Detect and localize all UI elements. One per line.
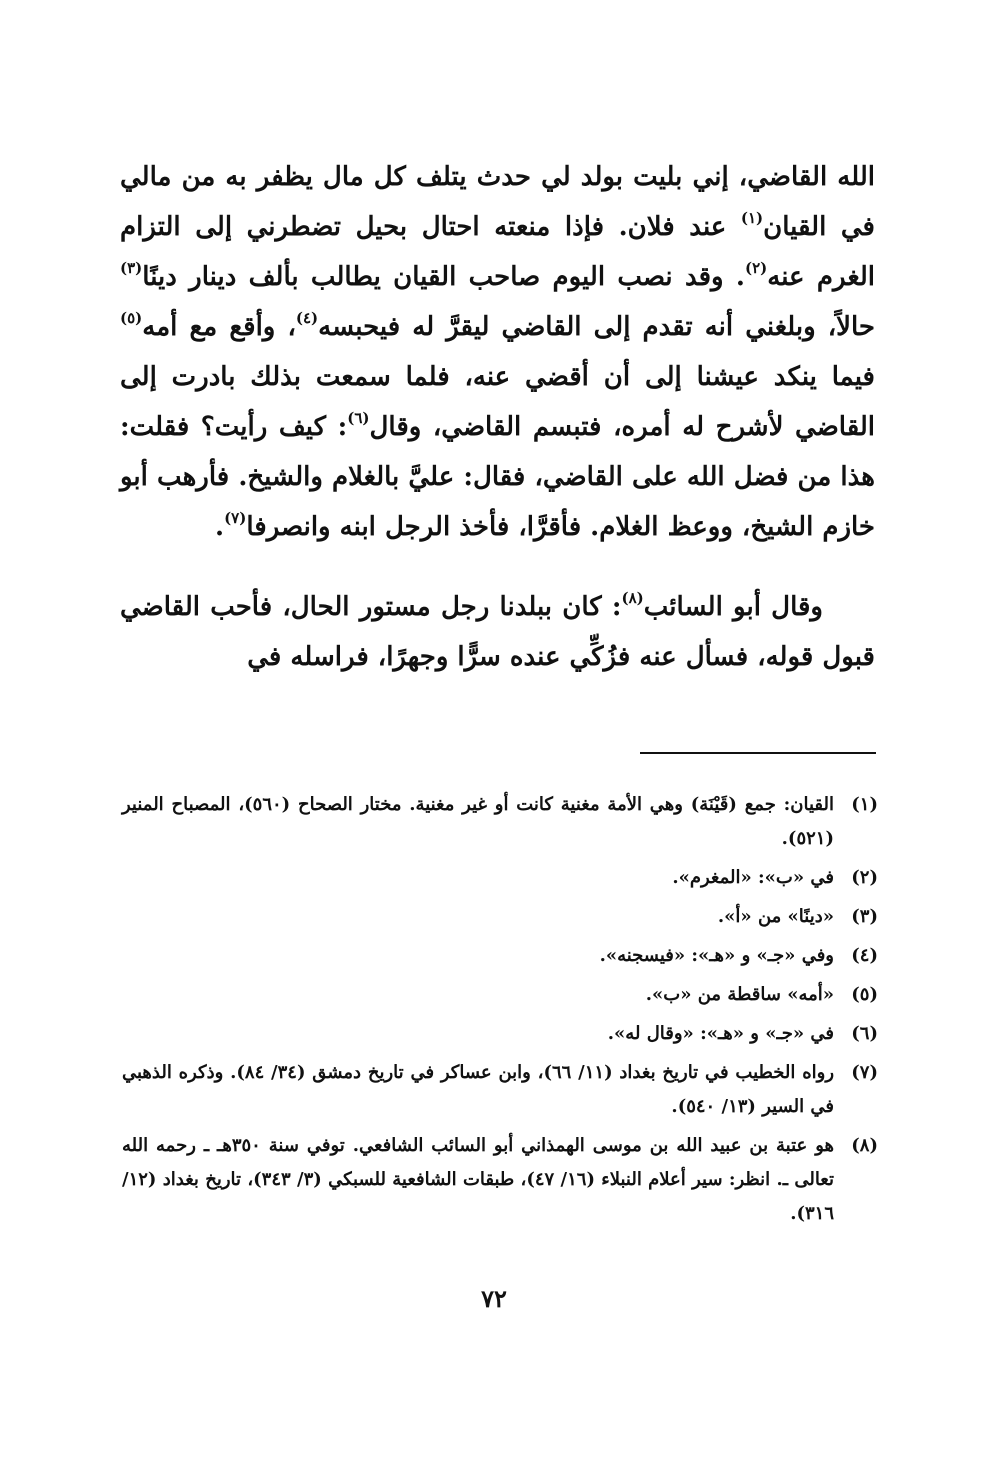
footnote-number: (٥) bbox=[851, 984, 878, 1005]
footnote-item bbox=[122, 939, 878, 973]
paragraph-2 bbox=[120, 582, 875, 682]
footnote-text: القيان: جمع (قَيْنَة) وهي الأمة مغنية كانت أو غير مغنية. مختار الصحاح (٥٦٠)، المصباح المنير (٥٢١). bbox=[122, 794, 834, 849]
footnote-item bbox=[122, 788, 878, 856]
footnote-divider bbox=[640, 752, 876, 754]
footnote-ref-4: (٤) bbox=[295, 309, 319, 327]
footnote-ref-6: (٦) bbox=[347, 409, 370, 427]
footnote-number: (٢) bbox=[851, 867, 878, 888]
text-segment: عند فلان. فإذا منعته احتال بحيل تضطرني إلى التزام الغرم عنه bbox=[120, 212, 876, 292]
footnote-ref-1: (١) bbox=[740, 209, 764, 227]
text-segment: . bbox=[215, 512, 225, 542]
footnote-item bbox=[122, 861, 878, 895]
footnote-ref-2: (٢) bbox=[744, 259, 768, 277]
footnote-ref-8: (٨) bbox=[621, 589, 644, 607]
footnote-ref-7: (٧) bbox=[224, 509, 247, 527]
footnote-number: (٣) bbox=[851, 906, 878, 927]
footnote-item bbox=[122, 1129, 878, 1231]
footnote-number: (٨) bbox=[851, 1135, 878, 1156]
footnote-text: في «جـ» و «هـ»: «وقال له». bbox=[607, 1023, 834, 1044]
footnote-item bbox=[122, 900, 878, 934]
text-segment: الله القاضي، إني بليت بولد لي حدث يتلف كل مال يظفر به من مالي في القيان bbox=[120, 162, 875, 242]
footnote-text: في «ب»: «المغرم». bbox=[672, 867, 834, 888]
footnote-item bbox=[122, 1017, 878, 1051]
footnote-text: وفي «جـ» و «هـ»: «فيسجنه». bbox=[599, 945, 834, 966]
text-segment: وقال أبو السائب bbox=[643, 592, 823, 622]
text-segment: : كيف رأيت؟ فقلت: هذا من فضل الله على القاضي، فقال: عليَّ بالغلام والشيخ. فأرهب أبو خازم الشيخ، ووعظ الغلام. فأقرَّا، فأخذ الرجل ابنه وانصرفا bbox=[120, 412, 875, 542]
footnote-text: رواه الخطيب في تاريخ بغداد (١١/ ٦٦)، وابن عساكر في تاريخ دمشق (٣٤/ ٨٤). وذكره الذهبي في السير (١٣/ ٥٤٠). bbox=[122, 1062, 835, 1117]
footnote-number: (٧) bbox=[851, 1062, 878, 1083]
main-text bbox=[120, 152, 875, 682]
paragraph-1 bbox=[120, 152, 875, 552]
footnote-ref-5: (٥) bbox=[120, 309, 143, 327]
footnote-item bbox=[122, 1056, 878, 1124]
footnote-number: (٤) bbox=[851, 945, 878, 966]
footnote-ref-3: (٣) bbox=[120, 259, 143, 277]
text-segment: : كان ببلدنا رجل مستور الحال، فأحب القاضي قبول قوله، فسأل عنه فزُكِّي عنده سرًّا وجهرًا، فراسله في bbox=[120, 592, 875, 672]
footnote-number: (٦) bbox=[851, 1023, 878, 1044]
footnote-item bbox=[122, 978, 878, 1012]
text-segment: ، وأقع مع أمه bbox=[142, 312, 296, 342]
text-segment: . وقد نصب اليوم صاحب القيان يطالب بألف دينار دينًا bbox=[142, 262, 745, 292]
footnotes bbox=[122, 788, 878, 1236]
footnote-text: «أمه» ساقطة من «ب». bbox=[645, 984, 834, 1005]
page-number: ٧٢ bbox=[481, 1284, 507, 1313]
text-segment: فيما ينكد عيشنا إلى أن أقضي عنه، فلما سمعت بذلك بادرت إلى القاضي لأشرح له أمره، فتبسم القاضي، وقال bbox=[120, 362, 875, 442]
footnote-text: هو عتبة بن عبيد الله بن موسى الهمذاني أبو السائب الشافعي. توفي سنة ٣٥٠هـ ـ رحمه الله تعالى ـ. انظر: سير أعلام النبلاء (١٦/ ٤٧)، طبقات الشافعية للسبكي (٣/ ٣٤٣)، تاريخ بغداد (١٢/ ٣١٦). bbox=[122, 1135, 835, 1224]
text-segment: حالاً، وبلغني أنه تقدم إلى القاضي ليقرَّ له فيحبسه bbox=[318, 312, 875, 342]
footnote-text: «دينًا» من «أ». bbox=[717, 906, 834, 927]
footnote-number: (١) bbox=[851, 794, 878, 815]
